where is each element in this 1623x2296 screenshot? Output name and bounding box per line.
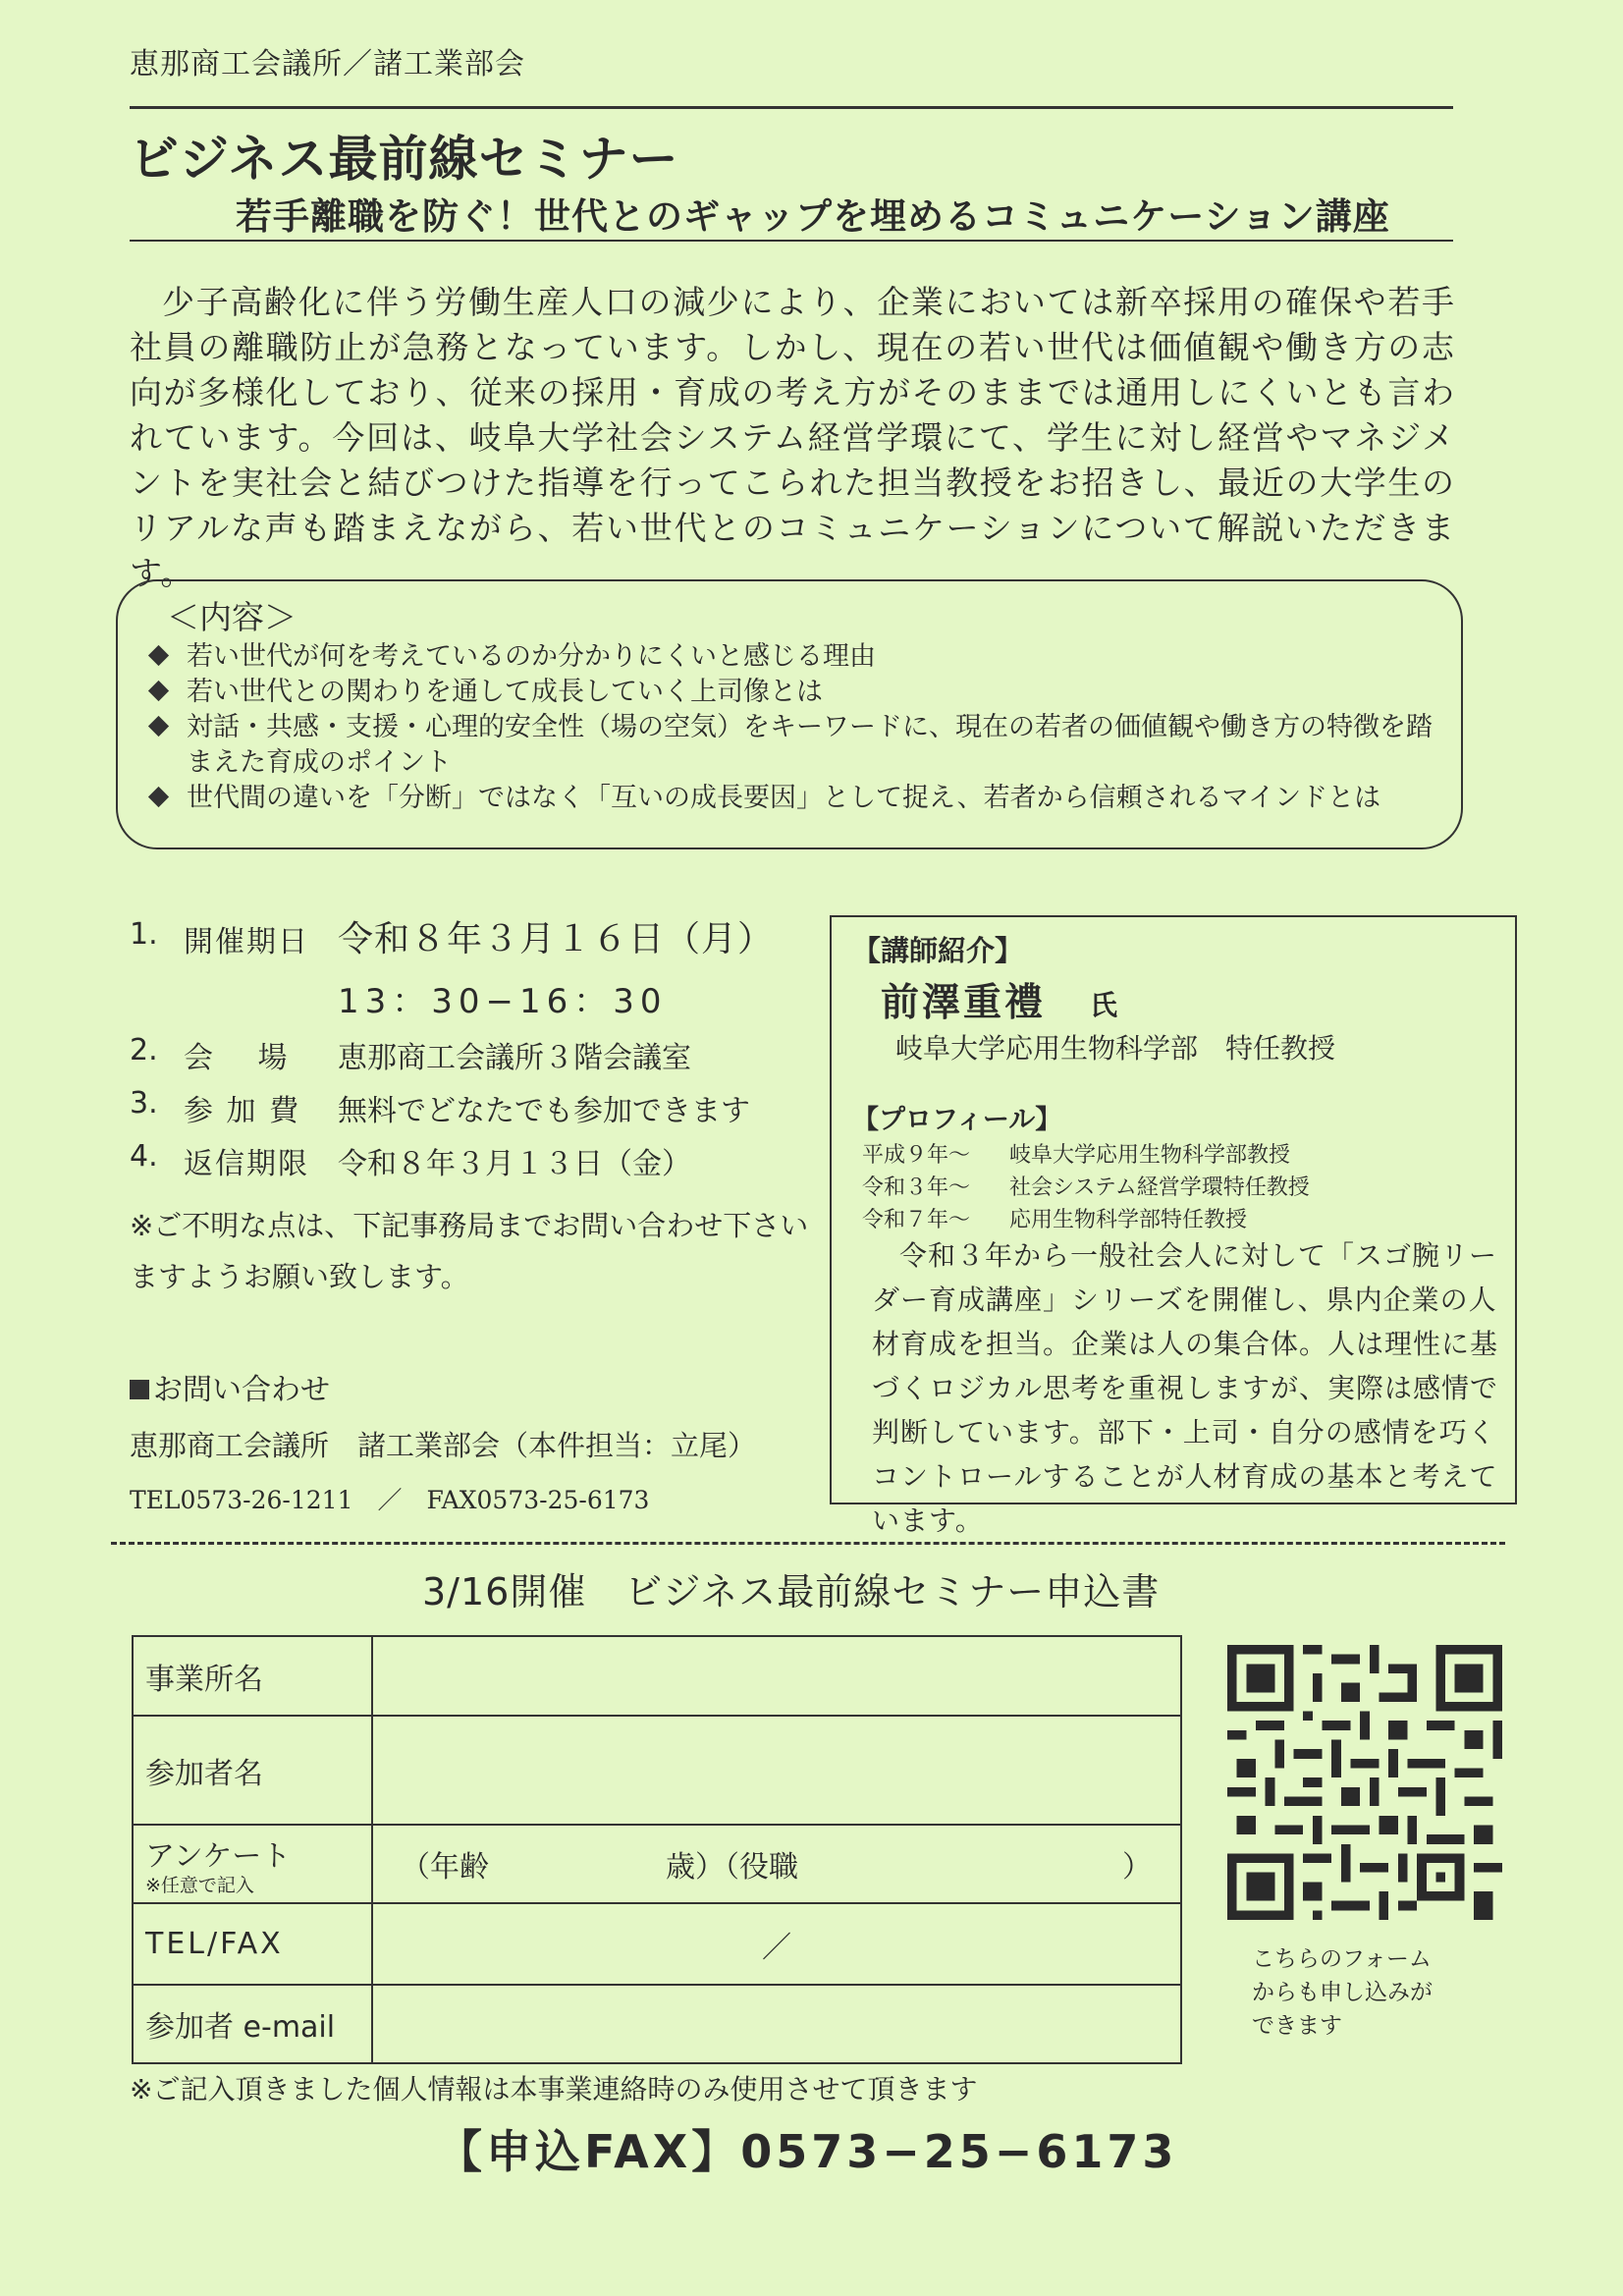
contents-item: 若い世代との関わりを通して成長していく上司像とは: [145, 675, 1441, 710]
inquiry-heading: お問い合わせ: [130, 1365, 330, 1408]
history-item: 令和７年～ 応用生物科学部特任教授: [862, 1208, 1248, 1232]
contents-item: 若い世代が何を考えているのか分かりにくいと感じる理由: [145, 639, 1441, 675]
qr-caption: こちらのフォーム からも申し込みが できます: [1252, 1946, 1433, 2039]
profile-text: 令和３年から一般社会人に対して「スゴ腕リーダー育成講座」シリーズを開催し、県内企業の人材育成を担当。企業は人の集合体。人は理性に基づくロジカル思考を重視しますが、実際は感情で判断しています。部下・上司・自分の感情を巧くコントロールすることが人材育成の基本と考えています。: [872, 1239, 1499, 1537]
participant-field[interactable]: [372, 1716, 1181, 1825]
lecturer-heading: 【講師紹介】: [852, 934, 1024, 967]
top-divider: [130, 106, 1453, 109]
page-subtitle: 若手離職を防ぐ！世代とのギャップを埋めるコミュニケーション講座: [236, 195, 1390, 238]
inquiry-tel-fax: TEL0573-26-1211 ／ FAX0573-25-6173: [130, 1486, 650, 1514]
form-title: 3/16開催 ビジネス最前線セミナー申込書: [422, 1570, 1161, 1613]
telfax-field[interactable]: ／: [372, 1903, 1181, 1985]
detail-venue: 2. 会 場 恵那商工会議所３階会議室: [130, 1033, 691, 1075]
diamond-bullet-icon: [148, 681, 169, 701]
event-date: 令和８年３月１６日（月）: [338, 919, 775, 959]
lecturer-affiliation: 岐阜大学応用生物科学部 特任教授: [895, 1032, 1336, 1065]
email-field[interactable]: [372, 1985, 1181, 2063]
history-item: 令和３年～ 社会システム経営学環特任教授: [862, 1175, 1310, 1200]
survey-label: アンケート ※任意で記入: [133, 1825, 372, 1903]
survey-field[interactable]: （年齢 歳）（役職 ）: [372, 1825, 1181, 1903]
detail-date: 1. 開催期日 令和８年３月１６日（月）: [130, 911, 817, 964]
inquiry-note: ※ご不明な点は、下記事務局までお問い合わせ下さいますようお願い致します。: [130, 1209, 809, 1293]
participant-label: 参加者名: [133, 1716, 372, 1825]
company-field[interactable]: [372, 1636, 1181, 1716]
application-fax: 【申込FAX】0573−25−6173: [437, 2125, 1178, 2178]
form-row-participant: [133, 1716, 1181, 1825]
email-label: 参加者 e-mail: [133, 1985, 372, 2063]
subtitle-divider: [130, 240, 1453, 242]
lecturer-honorific: 氏: [1090, 989, 1118, 1021]
profile-history: [862, 1139, 1310, 1236]
contents-item: 対話・共感・支援・心理的安全性（場の空気）をキーワードに、現在の若者の価値観や働き方の特徴を踏まえた育成のポイント: [145, 710, 1441, 781]
form-row-company: [133, 1636, 1181, 1716]
detail-deadline: 4. 返信期限 令和８年３月１３日（金）: [130, 1139, 691, 1181]
inquiry-organization: 恵那商工会議所 諸工業部会（本件担当：立尾）: [130, 1429, 757, 1462]
square-bullet-icon: [130, 1380, 149, 1399]
telfax-label: TEL/FAX: [133, 1903, 372, 1985]
diamond-bullet-icon: [148, 645, 169, 666]
application-form: [132, 1635, 1182, 2064]
organization-header: 恵那商工会議所／諸工業部会: [130, 47, 525, 82]
contents-heading: ＜内容＞: [167, 598, 297, 636]
event-details: [130, 911, 817, 1186]
company-label: 事業所名: [133, 1636, 372, 1716]
event-time: 13：30−16：30: [338, 982, 668, 1021]
form-row-survey: [133, 1825, 1181, 1903]
lecturer-name: 前澤重禮: [881, 981, 1047, 1025]
intro-paragraph: 少子高齢化に伴う労働生産人口の減少により、企業においては新卒採用の確保や若手社員の離職防止が急務となっています。しかし、現在の若い世代は価値観や働き方の志向が多様化しており、従来の採用・育成の考え方がそのままでは通用しにくいとも言われています。今回は、岐阜大学社会システム経営学環にて、学生に対し経営やマネジメントを実社会と結びつけた指導を行ってこられた担当教授をお招きし、最近の大学生のリアルな声も踏まえながら、若い世代とのコミュニケーションについて解説いただきます。: [130, 283, 1456, 592]
diamond-bullet-icon: [148, 787, 169, 807]
privacy-note: ※ご記入頂きました個人情報は本事業連絡時のみ使用させて頂きます: [130, 2073, 978, 2105]
page-title: ビジネス最前線セミナー: [130, 131, 679, 188]
contents-item: 世代間の違いを「分断」ではなく「互いの成長要因」として捉え、若者から信頼されるマインドとは: [145, 781, 1441, 816]
profile-heading: 【プロフィール】: [852, 1105, 1062, 1135]
cut-line-divider: [111, 1542, 1505, 1545]
history-item: 平成９年～ 岐阜大学応用生物科学部教授: [862, 1143, 1291, 1168]
form-row-telfax: [133, 1903, 1181, 1985]
survey-note: ※任意で記入: [145, 1875, 254, 1896]
detail-fee: 3. 参 加 費 無料でどなたでも参加できます: [130, 1086, 750, 1128]
qr-code-icon[interactable]: [1227, 1645, 1502, 1920]
form-row-email: [133, 1985, 1181, 2063]
diamond-bullet-icon: [148, 716, 169, 737]
contents-list: [145, 639, 1441, 816]
